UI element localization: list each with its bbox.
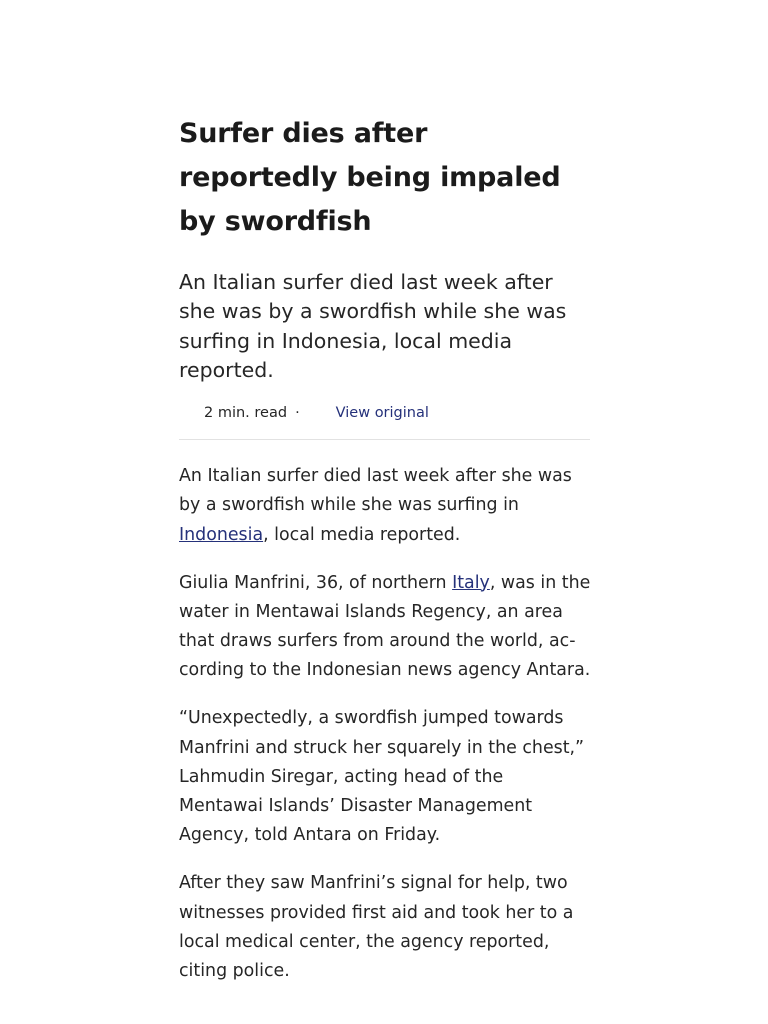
article <box>179 112 591 1005</box>
paragraph-1-text-b: , local media reported. <box>263 524 461 545</box>
italy-link[interactable]: Italy <box>452 572 490 593</box>
paragraph-1-text-a: An Italian surfer died last week after she was by a swordfish while she was surfing in <box>179 466 572 516</box>
article-subtitle: An Italian surfer died last week after she was by a swordfish while she was surfing in Indonesia, local media reported. <box>179 270 567 382</box>
divider <box>179 439 590 440</box>
paragraph-1 <box>179 462 591 550</box>
article-body <box>179 462 591 986</box>
view-original-link[interactable]: View original <box>335 405 429 422</box>
indonesia-link[interactable]: Indonesia <box>179 524 264 545</box>
paragraph-2-text-a: Giulia Manfrini, 36, of northern <box>179 572 453 593</box>
article-meta <box>179 403 591 423</box>
paragraph-2-text-b: , was in the water in Mentawai Islands Regency, an area that draws surfers from around the world, according to the Indonesian news agency Antara. <box>179 572 591 681</box>
paragraph-3: “Unexpectedly, a swordfish jumped towards Manfrini and struck her squarely in the chest,” Lahmudin Siregar, acting head of the Mentawai Islands’ Disaster Management Agency, told Antara on Friday. <box>179 708 585 846</box>
meta-separator: · <box>295 405 300 422</box>
article-title: Surfer dies after reportedly being impaled by swordfish <box>179 118 561 237</box>
read-time: 2 min. read <box>204 405 288 422</box>
paragraph-4: After they saw Manfrini’s signal for help, two witnesses provided first aid and took her to a local medical center, the agency reported, citing police. <box>179 873 574 982</box>
paragraph-2 <box>179 569 591 686</box>
